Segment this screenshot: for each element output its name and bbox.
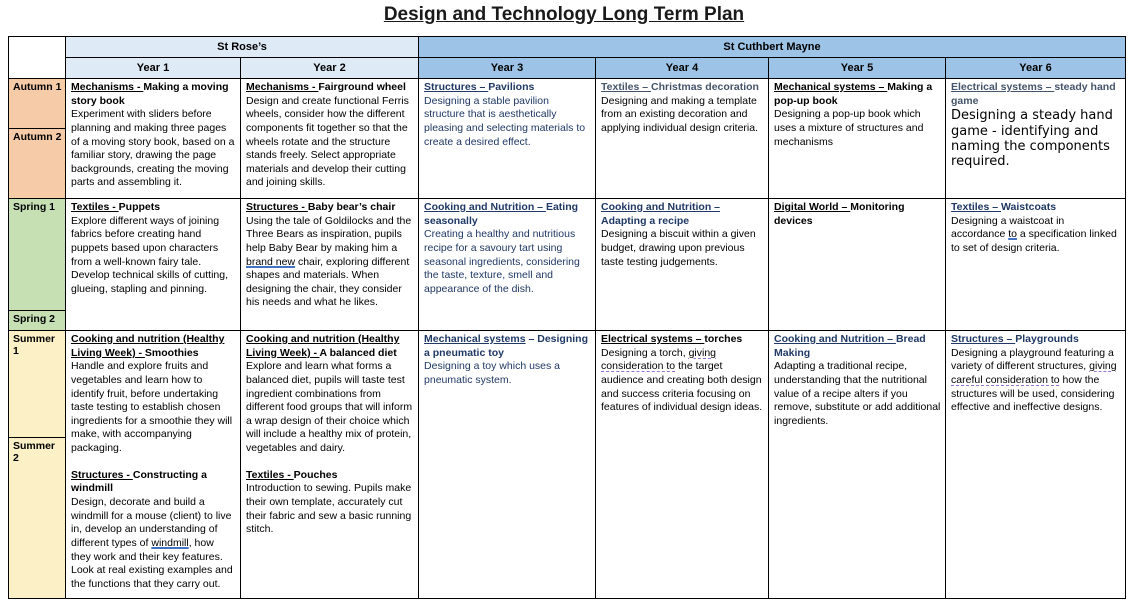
plan-cell-year5-spring — [769, 199, 946, 331]
school-header-row — [9, 37, 1126, 58]
curriculum-unit — [951, 333, 1121, 415]
unit-heading: Digital World – Monitoring devices — [774, 201, 905, 227]
unit-heading: Cooking and Nutrition – Adapting a recipe — [601, 201, 721, 227]
plan-cell-year3-autumn — [419, 79, 596, 199]
unit-heading: Structures – Playgrounds — [951, 333, 1079, 345]
unit-body: Handle and explore fruits and vegetables and learn how to identify fruit, before undertaking taste testing to establish chosen ingredients for a smoothie they will make, with accompanying packaging. — [71, 360, 233, 455]
unit-body: Creating a healthy and nutritious recipe for a savoury tart using seasonal ingredients, considering the taste, texture, smell and appearance of the dish. — [424, 228, 580, 295]
plan-cell-year6-autumn — [946, 79, 1126, 199]
plan-cell-year6-spring — [946, 199, 1126, 331]
curriculum-unit — [774, 333, 941, 428]
plan-cell-year4-autumn — [596, 79, 769, 199]
plan-cell-year1-spring — [66, 199, 241, 331]
unit-heading: Mechanisms - Making a moving story book — [71, 81, 229, 107]
unit-body: Designing a waistcoat in accordance to a specification linked to set of design criteria. — [951, 214, 1117, 254]
unit-body: Design and create functional Ferris wheels, consider how the different components fit together so that the wheels rotate and the structure stands freely. Select appropriate materials and develop their cutting and joining skills. — [246, 94, 409, 189]
curriculum-unit — [246, 333, 414, 456]
unit-body: Designing a pop-up book which uses a mixture of structures and mechanisms — [774, 108, 924, 148]
unit-body: Design, decorate and build a windmill for a mouse (client) to live in, develop an understanding of different types of windmill, how they work and their key features. Look at real existing examples and the functions that they carry out. — [71, 496, 233, 590]
unit-heading: Structures – Pavilions — [424, 81, 535, 93]
row-label-autumn-1: Autumn 1 — [9, 79, 66, 129]
unit-heading: Cooking and nutrition (Healthy Living Week) - Smoothies — [71, 333, 225, 359]
unit-body: Designing a torch, giving consideration to the target audience and creating both design and success criteria focusing on features of individual design ideas. — [601, 346, 763, 414]
plan-cell-year3-spring — [419, 199, 596, 331]
plan-cell-year1-autumn — [66, 79, 241, 199]
year-header-5: Year 5 — [769, 58, 946, 79]
curriculum-unit — [71, 201, 236, 296]
unit-heading: Textiles – Waistcoats — [951, 201, 1057, 213]
unit-heading: Cooking and nutrition (Healthy Living Week) - A balanced diet — [246, 333, 400, 359]
year-header-6: Year 6 — [946, 58, 1126, 79]
unit-heading: Electrical systems – torches — [601, 333, 743, 345]
summer-row-1 — [9, 331, 1126, 438]
unit-heading: Textiles – Christmas decoration — [601, 81, 759, 93]
unit-heading: Mechanical systems – Designing a pneumatic toy — [424, 333, 589, 359]
curriculum-unit — [951, 81, 1121, 170]
unit-heading: Cooking and Nutrition – Bread Making — [774, 333, 926, 359]
row-label-autumn-2: Autumn 2 — [9, 129, 66, 199]
curriculum-unit — [71, 333, 236, 456]
year-header-1: Year 1 — [66, 58, 241, 79]
unit-heading: Structures - Constructing a windmill — [71, 468, 207, 495]
curriculum-unit — [774, 201, 941, 228]
curriculum-unit — [71, 81, 236, 190]
row-label-spring-2: Spring 2 — [9, 311, 66, 331]
curriculum-unit — [71, 469, 236, 592]
curriculum-unit — [774, 81, 941, 149]
unit-body: Designing a stable pavilion structure that is aesthetically pleasing and selecting materials to create a desired effect. — [424, 94, 586, 148]
unit-body: Designing a steady hand game - identifying and naming the components required. — [951, 108, 1113, 170]
unit-body: Explore different ways of joining fabrics before creating hand puppets based upon characters from a well-known fairy tale. Develop technical skills of cutting, glueing, stapling and pinning. — [71, 214, 228, 295]
plan-cell-year3-summer — [419, 331, 596, 599]
curriculum-unit — [424, 81, 591, 149]
plan-cell-year4-summer — [596, 331, 769, 599]
school-header-st-cuthbert-mayne: St Cuthbert Mayne — [419, 37, 1126, 58]
autumn-row-1 — [9, 79, 1126, 129]
unit-body: Introduction to sewing. Pupils make their own template, accurately cut their fabric and sew a basic running stitch. — [246, 482, 412, 536]
year-header-3: Year 3 — [419, 58, 596, 79]
plan-cell-year4-spring — [596, 199, 769, 331]
row-label-summer-1: Summer 1 — [9, 331, 66, 438]
unit-heading: Textiles - Puppets — [71, 201, 161, 213]
unit-body: Adapting a traditional recipe, understanding that the nutritional value of a recipe alters if you remove, substitute or add additional ingredients. — [774, 360, 941, 427]
unit-body: Designing a playground featuring a variety of different structures, giving careful consideration to how the structures will be used, considering effective and ineffective designs. — [951, 346, 1117, 414]
curriculum-unit — [951, 201, 1121, 256]
row-label-summer-2: Summer 2 — [9, 438, 66, 599]
curriculum-unit — [601, 201, 764, 269]
year-header-row — [9, 58, 1126, 79]
corner-cell — [9, 37, 66, 79]
unit-heading: Mechanical systems – Making a pop-up book — [774, 81, 933, 107]
unit-heading: Structures - Baby bear’s chair — [246, 201, 396, 213]
curriculum-unit — [246, 81, 414, 190]
unit-body: Using the tale of Goldilocks and the Three Bears as inspiration, pupils help Baby Bear by making him a brand new chair, exploring different shapes and materials. When designing the chair, they consider his needs and what he likes. — [246, 214, 412, 309]
page-title: Design and Technology Long Term Plan — [383, 4, 745, 25]
unit-heading: Textiles - Pouches — [246, 468, 338, 481]
unit-body: Designing a biscuit within a given budget, drawing upon previous taste testing judgements. — [601, 228, 756, 268]
unit-body: Experiment with sliders before planning and making three pages of a moving story book, based on a familiar story, drawing the page backgrounds, creating the moving parts and assembling it. — [71, 108, 235, 189]
plan-cell-year6-summer — [946, 331, 1126, 599]
plan-cell-year5-summer — [769, 331, 946, 599]
year-header-4: Year 4 — [596, 58, 769, 79]
row-label-spring-1: Spring 1 — [9, 199, 66, 311]
spring-row-1 — [9, 199, 1126, 311]
unit-heading: Electrical systems – steady hand game — [951, 81, 1116, 107]
unit-body: Designing and making a template from an existing decoration and applying individual design criteria. — [601, 94, 759, 134]
plan-cell-year5-autumn — [769, 79, 946, 199]
unit-body: Designing a toy which uses a pneumatic system. — [424, 360, 561, 386]
long-term-plan-table — [8, 36, 1126, 599]
unit-heading: Cooking and Nutrition – Eating seasonally — [424, 201, 579, 227]
plan-cell-year1-summer — [66, 331, 241, 599]
plan-cell-year2-autumn — [241, 79, 419, 199]
school-header-st-roses: St Rose’s — [66, 37, 419, 58]
plan-cell-year2-summer — [241, 331, 419, 599]
curriculum-unit — [246, 469, 414, 537]
unit-heading: Mechanisms - Fairground wheel — [246, 81, 406, 93]
curriculum-unit — [424, 333, 591, 388]
plan-cell-year2-spring — [241, 199, 419, 331]
unit-body: Explore and learn what forms a balanced diet, pupils will taste test ingredient combinations from different food groups that will inform a wrap design of their choice which will include a healthy mix of protein, vegetables and dairy. — [246, 360, 413, 455]
curriculum-unit — [601, 81, 764, 136]
curriculum-unit — [601, 333, 764, 415]
year-header-2: Year 2 — [241, 58, 419, 79]
curriculum-unit — [246, 201, 414, 310]
curriculum-unit — [424, 201, 591, 296]
